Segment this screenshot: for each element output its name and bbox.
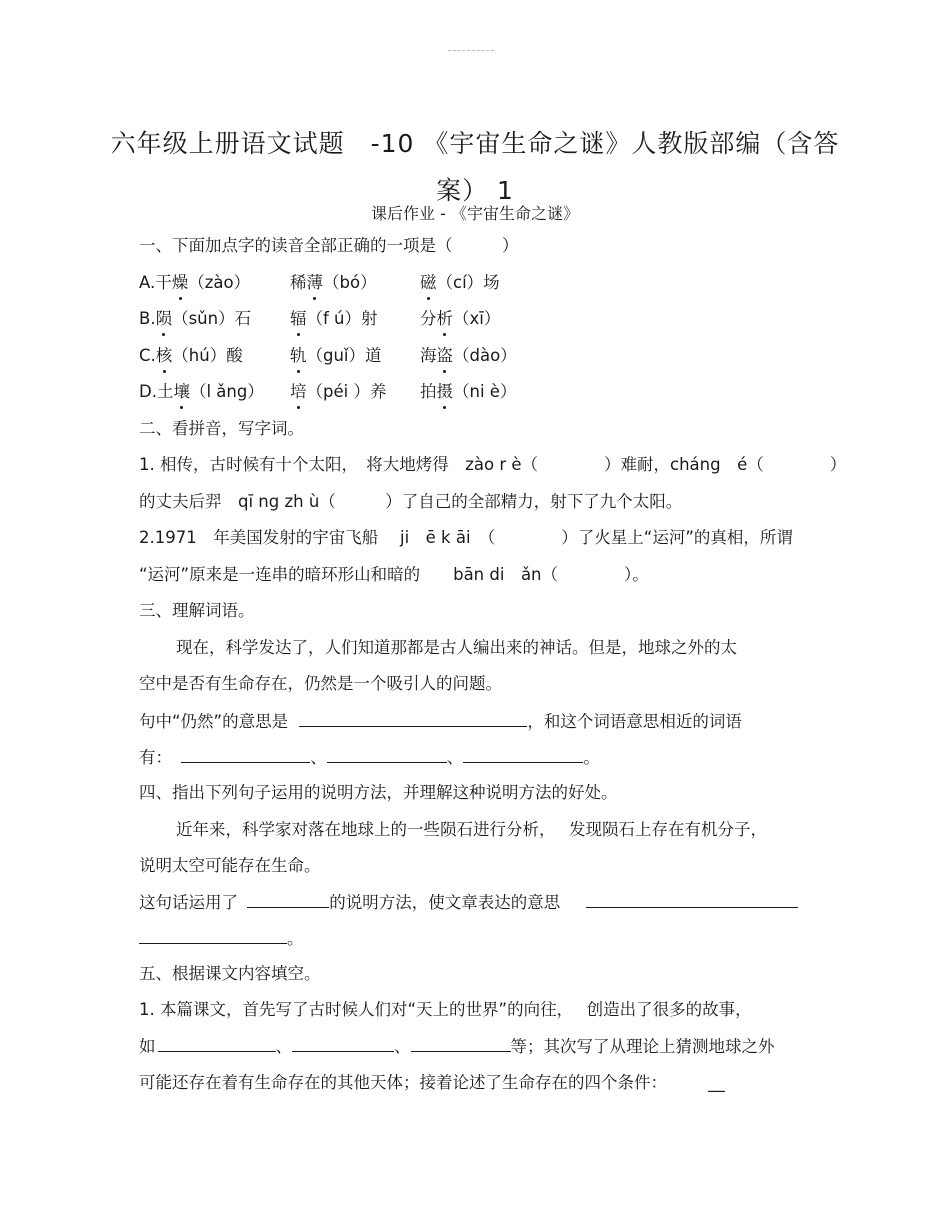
option-item: 拍摄（ni è） bbox=[420, 380, 516, 404]
document-subtitle: 课后作业 - 《宇宙生命之谜》 bbox=[371, 204, 579, 223]
q2-sentence2-line2: “运河”原来是一连串的暗环形山和暗的 bān di ǎn（ ）。 bbox=[139, 565, 649, 584]
q2-sentence2-line1: 2.1971 年美国发射的宇宙飞船 ji ē k āi （ ）了火星上“运河”的真相，所谓 bbox=[139, 528, 793, 547]
q5-line2-text: 等；其次写了从理论上猜测地球之外 bbox=[510, 1037, 775, 1056]
q5-line2 bbox=[139, 1034, 775, 1059]
dotted-char: 核 bbox=[156, 344, 173, 368]
q4-passage-line1: 近年来，科学家对落在地球上的一些陨石进行分析， 发现陨石上存在有机分子， bbox=[176, 820, 767, 839]
q3-ask-text-2: ，和这个词语意思相近的词语 bbox=[527, 712, 742, 731]
dotted-char: 薄 bbox=[307, 271, 324, 295]
dotted-char: 磁 bbox=[420, 271, 437, 295]
method-blank[interactable] bbox=[247, 890, 329, 908]
q3-heading: 三、理解词语。 bbox=[139, 601, 255, 620]
q1-option-d bbox=[139, 380, 659, 404]
q4-fill-text: 这句话运用了 bbox=[139, 893, 238, 912]
dotted-char: 陨 bbox=[156, 307, 173, 331]
document-title-line2: 案） 1 bbox=[436, 176, 514, 205]
q4-fill-text-2: 的说明方法，使文章表达的意思 bbox=[329, 893, 561, 912]
story-blank-1[interactable] bbox=[158, 1034, 276, 1052]
separator: 、 bbox=[310, 748, 327, 767]
page-header-mark bbox=[448, 50, 494, 51]
q3-passage-line1: 现在，科学发达了，人们知道那都是古人编出来的神话。但是，地球之外的太 bbox=[176, 638, 737, 657]
line-end: 。 bbox=[583, 748, 600, 767]
story-blank-2[interactable] bbox=[292, 1034, 394, 1052]
option-item: 稀薄（bó） bbox=[290, 271, 377, 295]
q3-synonym-line bbox=[139, 745, 600, 770]
q5-heading: 五、根据课文内容填空。 bbox=[139, 964, 321, 983]
option-item: 轨（guǐ）道 bbox=[290, 344, 382, 368]
dotted-char: 摄 bbox=[437, 380, 454, 404]
q3-synonym-label: 有： bbox=[139, 748, 172, 767]
q4-passage-line2: 说明太空可能存在生命。 bbox=[139, 856, 321, 875]
dotted-char: 轨 bbox=[290, 344, 307, 368]
meaning-blank-part1[interactable] bbox=[586, 890, 798, 908]
q5-example-label: 如 bbox=[139, 1037, 156, 1056]
q2-sentence1-line2: 的丈夫后羿 qī ng zh ù（ ）了自己的全部精力，射下了九个太阳。 bbox=[139, 492, 683, 511]
q1-option-c bbox=[139, 344, 659, 368]
dotted-char: 盗 bbox=[437, 344, 454, 368]
meaning-answer-blank[interactable] bbox=[299, 709, 527, 727]
q3-question-line bbox=[139, 709, 742, 734]
option-item: B.陨（sǔn）石 bbox=[139, 307, 251, 331]
q5-line3: 可能还存在着有生命存在的其他天体；接着论述了生命存在的四个条件： __ bbox=[139, 1073, 725, 1092]
q3-ask-text: 句中“仍然”的意思是 bbox=[139, 712, 289, 731]
separator: 、 bbox=[394, 1037, 411, 1056]
q4-fill-continuation bbox=[139, 926, 304, 951]
synonym-blank-1[interactable] bbox=[181, 745, 310, 763]
synonym-blank-3[interactable] bbox=[463, 745, 583, 763]
dotted-char: 燥 bbox=[172, 271, 189, 295]
option-item: A.干燥（zào） bbox=[139, 271, 250, 295]
option-item: 分析（xī） bbox=[420, 307, 500, 331]
dotted-char: 培 bbox=[290, 380, 307, 404]
line-end: 。 bbox=[287, 929, 304, 948]
separator: 、 bbox=[446, 748, 464, 767]
dotted-char: 壤 bbox=[173, 380, 190, 404]
dotted-char: 辐 bbox=[290, 307, 307, 331]
option-item: C.核（hú）酸 bbox=[139, 344, 243, 368]
option-item: D.土壤（l ǎng） bbox=[139, 380, 264, 404]
q2-heading: 二、看拼音，写字词。 bbox=[139, 419, 304, 438]
q1-option-a bbox=[139, 271, 659, 295]
dotted-char: 析 bbox=[437, 307, 454, 331]
synonym-blank-2[interactable] bbox=[327, 745, 447, 763]
option-item: 磁（cí）场 bbox=[420, 271, 500, 295]
q4-fill-line bbox=[139, 890, 798, 915]
q1-option-b bbox=[139, 307, 659, 331]
option-item: 培（péi ）养 bbox=[290, 380, 386, 404]
q5-line1: 1. 本篇课文，首先写了古时候人们对“天上的世界”的向往， 创造出了很多的故事， bbox=[139, 1000, 752, 1019]
option-item: 辐（f ú）射 bbox=[290, 307, 378, 331]
q2-sentence1-line1: 1. 相传，古时候有十个太阳， 将大地烤得 zào r è（ ）难耐，cháng é（ ） bbox=[139, 455, 847, 474]
q4-heading: 四、指出下列句子运用的说明方法，并理解这种说明方法的好处。 bbox=[139, 783, 618, 802]
document-title-line1: 六年级上册语文试题 -10 《宇宙生命之谜》人教版部编（含答 bbox=[110, 129, 840, 158]
story-blank-3[interactable] bbox=[411, 1034, 511, 1052]
option-item: 海盗（dào） bbox=[420, 344, 517, 368]
q3-passage-line2: 空中是否有生命存在，仍然是一个吸引人的问题。 bbox=[139, 674, 502, 693]
meaning-blank-part2[interactable] bbox=[139, 926, 287, 944]
separator: 、 bbox=[275, 1037, 292, 1056]
q1-prompt: 一、下面加点字的读音全部正确的一项是（ ） bbox=[139, 236, 519, 255]
